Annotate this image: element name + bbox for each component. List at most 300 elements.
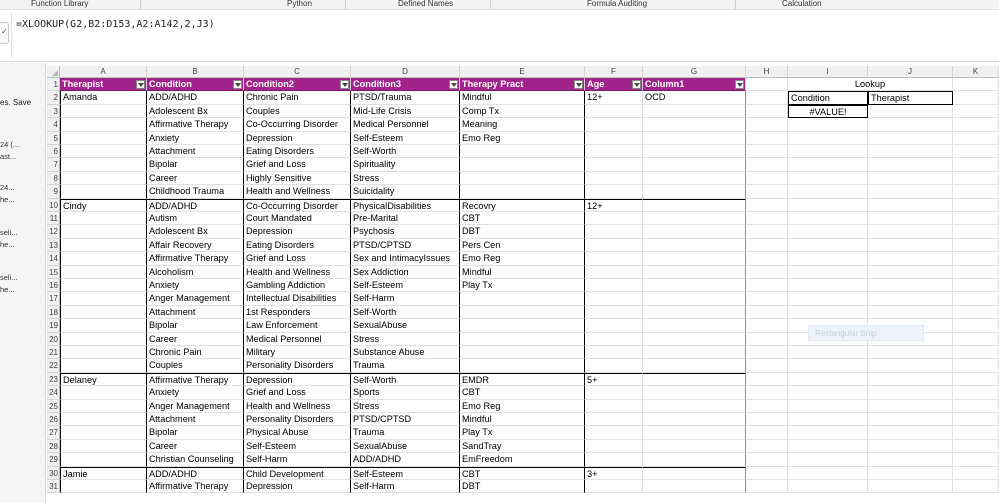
row-header[interactable]: 1 — [47, 78, 60, 91]
table-cell[interactable]: Substance Abuse — [351, 346, 460, 359]
cell[interactable] — [746, 292, 788, 305]
filter-dropdown-icon[interactable] — [632, 80, 641, 89]
row-header[interactable]: 30 — [47, 467, 60, 480]
table-cell[interactable]: CBT — [460, 212, 585, 225]
table-cell[interactable] — [60, 279, 147, 292]
table-cell[interactable]: Couples — [244, 105, 351, 118]
cell[interactable] — [746, 453, 788, 466]
table-header-cell[interactable]: Condition2 — [244, 78, 351, 91]
cell[interactable] — [868, 373, 953, 386]
table-cell[interactable] — [460, 185, 585, 198]
table-cell[interactable] — [60, 306, 147, 319]
table-cell[interactable] — [585, 212, 643, 225]
side-panel-item[interactable]: seli... — [0, 228, 18, 237]
cell[interactable] — [746, 386, 788, 399]
cell[interactable] — [953, 426, 999, 439]
cell[interactable] — [953, 105, 999, 118]
table-cell[interactable]: ADD/ADHD — [147, 199, 244, 212]
cell[interactable] — [953, 212, 999, 225]
cell[interactable] — [746, 132, 788, 145]
cell[interactable] — [953, 400, 999, 413]
table-cell[interactable] — [585, 279, 643, 292]
table-cell[interactable] — [643, 467, 746, 480]
table-cell[interactable] — [643, 426, 746, 439]
table-cell[interactable] — [585, 239, 643, 252]
table-cell[interactable] — [585, 480, 643, 493]
table-cell[interactable]: Depression — [244, 373, 351, 386]
table-cell[interactable] — [585, 400, 643, 413]
cell[interactable] — [746, 172, 788, 185]
table-cell[interactable]: Stress — [351, 400, 460, 413]
table-cell[interactable] — [460, 319, 585, 332]
table-cell[interactable] — [643, 279, 746, 292]
table-cell[interactable]: Emo Reg — [460, 132, 585, 145]
side-panel-item[interactable]: he... — [0, 195, 15, 204]
table-cell[interactable] — [585, 105, 643, 118]
row-header[interactable]: 20 — [47, 333, 60, 346]
table-cell[interactable]: Mindful — [460, 413, 585, 426]
cell[interactable] — [953, 292, 999, 305]
cell[interactable] — [746, 212, 788, 225]
cell[interactable] — [746, 91, 788, 104]
table-cell[interactable] — [585, 440, 643, 453]
cell[interactable] — [868, 413, 953, 426]
table-cell[interactable]: Childhood Trauma — [147, 185, 244, 198]
formula-input[interactable]: =XLOOKUP(G2,B2:D153,A2:A142,2,J3) — [16, 19, 215, 30]
table-header-cell[interactable]: Age — [585, 78, 643, 91]
table-cell[interactable]: ADD/ADHD — [147, 91, 244, 104]
cell[interactable] — [953, 132, 999, 145]
cell[interactable] — [746, 225, 788, 238]
column-header[interactable]: C — [244, 66, 351, 78]
cell[interactable] — [788, 480, 868, 493]
cell[interactable] — [788, 467, 868, 480]
table-cell[interactable] — [585, 453, 643, 466]
cell[interactable] — [953, 252, 999, 265]
table-cell[interactable] — [643, 400, 746, 413]
cell[interactable] — [868, 306, 953, 319]
table-cell[interactable] — [60, 105, 147, 118]
cell[interactable] — [953, 333, 999, 346]
cell[interactable] — [868, 279, 953, 292]
column-header[interactable]: I — [788, 66, 868, 78]
column-header[interactable]: A — [60, 66, 147, 78]
table-cell[interactable]: Stress — [351, 333, 460, 346]
table-cell[interactable] — [460, 292, 585, 305]
cell[interactable] — [746, 400, 788, 413]
table-header-cell[interactable]: Condition — [147, 78, 244, 91]
table-cell[interactable] — [585, 158, 643, 171]
cell[interactable] — [953, 172, 999, 185]
table-cell[interactable]: Psychosis — [351, 225, 460, 238]
table-cell[interactable] — [460, 359, 585, 372]
table-cell[interactable]: Health and Wellness — [244, 185, 351, 198]
cell[interactable] — [746, 199, 788, 212]
cell[interactable] — [746, 413, 788, 426]
row-header[interactable]: 10 — [47, 199, 60, 212]
table-cell[interactable]: Law Enforcement — [244, 319, 351, 332]
cell[interactable] — [868, 467, 953, 480]
table-cell[interactable] — [60, 333, 147, 346]
table-cell[interactable] — [60, 480, 147, 493]
table-cell[interactable] — [60, 185, 147, 198]
table-cell[interactable] — [60, 145, 147, 158]
table-cell[interactable]: Self-Worth — [351, 306, 460, 319]
row-header[interactable]: 11 — [47, 212, 60, 225]
row-header[interactable]: 19 — [47, 319, 60, 332]
cell[interactable] — [953, 266, 999, 279]
cell[interactable] — [788, 453, 868, 466]
cell[interactable] — [788, 199, 868, 212]
filter-dropdown-icon[interactable] — [233, 80, 242, 89]
column-header[interactable]: J — [868, 66, 953, 78]
row-header[interactable]: 28 — [47, 440, 60, 453]
cell[interactable] — [746, 467, 788, 480]
table-cell[interactable]: Cindy — [60, 199, 147, 212]
table-cell[interactable]: Grief and Loss — [244, 386, 351, 399]
cell[interactable] — [953, 373, 999, 386]
table-cell[interactable]: Career — [147, 172, 244, 185]
table-cell[interactable] — [60, 132, 147, 145]
table-cell[interactable]: Couples — [147, 359, 244, 372]
table-cell[interactable]: PhysicalDisabilities — [351, 199, 460, 212]
cell[interactable] — [953, 91, 999, 104]
table-cell[interactable]: Self-Esteem — [351, 279, 460, 292]
table-cell[interactable] — [585, 145, 643, 158]
table-cell[interactable] — [460, 306, 585, 319]
lookup-condition-label[interactable]: Condition — [788, 91, 868, 104]
row-header[interactable]: 6 — [47, 145, 60, 158]
side-panel-item[interactable]: ast... — [0, 152, 17, 161]
table-cell[interactable]: Self-Harm — [351, 480, 460, 493]
table-cell[interactable]: Emo Reg — [460, 400, 585, 413]
cell[interactable] — [788, 400, 868, 413]
cell[interactable] — [868, 440, 953, 453]
row-header[interactable]: 23 — [47, 373, 60, 386]
table-cell[interactable] — [643, 413, 746, 426]
side-panel-item[interactable]: 24... — [0, 183, 15, 192]
table-cell[interactable]: Career — [147, 333, 244, 346]
side-panel-item[interactable]: 24 (... — [0, 140, 20, 149]
cell[interactable] — [788, 172, 868, 185]
table-cell[interactable]: Grief and Loss — [244, 252, 351, 265]
table-cell[interactable]: Personality Disorders — [244, 413, 351, 426]
table-cell[interactable]: Chronic Pain — [147, 346, 244, 359]
table-cell[interactable]: CBT — [460, 386, 585, 399]
cell[interactable] — [788, 266, 868, 279]
table-cell[interactable] — [585, 359, 643, 372]
cell[interactable] — [788, 252, 868, 265]
table-cell[interactable]: Attachment — [147, 145, 244, 158]
row-header[interactable]: 12 — [47, 225, 60, 238]
cell[interactable] — [746, 346, 788, 359]
table-cell[interactable]: Self-Worth — [351, 145, 460, 158]
side-panel-item[interactable]: he... — [0, 285, 15, 294]
cell[interactable] — [868, 132, 953, 145]
row-header[interactable]: 13 — [47, 239, 60, 252]
cell[interactable] — [746, 333, 788, 346]
table-cell[interactable]: 12+ — [585, 199, 643, 212]
table-cell[interactable]: Sports — [351, 386, 460, 399]
table-cell[interactable]: Depression — [244, 225, 351, 238]
table-cell[interactable] — [643, 346, 746, 359]
table-cell[interactable] — [60, 386, 147, 399]
table-cell[interactable] — [643, 118, 746, 131]
table-cell[interactable] — [60, 440, 147, 453]
table-cell[interactable]: Eating Disorders — [244, 239, 351, 252]
cell[interactable] — [953, 185, 999, 198]
cell[interactable] — [746, 480, 788, 493]
cell[interactable] — [868, 359, 953, 372]
table-cell[interactable] — [643, 440, 746, 453]
table-cell[interactable]: Eating Disorders — [244, 145, 351, 158]
table-cell[interactable]: Self-Esteem — [351, 132, 460, 145]
table-cell[interactable] — [585, 172, 643, 185]
cell[interactable] — [868, 480, 953, 493]
cell[interactable] — [746, 359, 788, 372]
cell[interactable] — [953, 480, 999, 493]
cell[interactable] — [788, 145, 868, 158]
cell[interactable] — [868, 266, 953, 279]
table-cell[interactable] — [585, 118, 643, 131]
row-header[interactable]: 18 — [47, 306, 60, 319]
table-cell[interactable]: ADD/ADHD — [351, 453, 460, 466]
cell[interactable] — [746, 239, 788, 252]
cell[interactable] — [746, 252, 788, 265]
table-cell[interactable]: OCD — [643, 91, 746, 104]
table-cell[interactable]: DBT — [460, 480, 585, 493]
table-cell[interactable] — [60, 346, 147, 359]
cell[interactable] — [788, 158, 868, 171]
cell[interactable] — [868, 185, 953, 198]
table-cell[interactable]: Self-Esteem — [351, 467, 460, 480]
table-cell[interactable]: EmFreedom — [460, 453, 585, 466]
table-cell[interactable] — [643, 172, 746, 185]
table-cell[interactable]: Military — [244, 346, 351, 359]
table-cell[interactable] — [60, 319, 147, 332]
table-cell[interactable] — [643, 386, 746, 399]
column-header[interactable]: D — [351, 66, 460, 78]
formula-bar-toggle[interactable] — [0, 22, 9, 44]
table-cell[interactable] — [643, 239, 746, 252]
table-cell[interactable]: Suicidality — [351, 185, 460, 198]
cell[interactable] — [953, 225, 999, 238]
cell[interactable] — [788, 346, 868, 359]
table-cell[interactable] — [60, 413, 147, 426]
table-cell[interactable]: Chronic Pain — [244, 91, 351, 104]
cell[interactable] — [788, 118, 868, 131]
row-header[interactable]: 4 — [47, 118, 60, 131]
table-cell[interactable]: PTSD/Trauma — [351, 91, 460, 104]
cell[interactable] — [788, 440, 868, 453]
table-cell[interactable]: Career — [147, 440, 244, 453]
cell[interactable] — [788, 225, 868, 238]
side-panel-item[interactable]: he... — [0, 240, 15, 249]
table-cell[interactable]: Adolescent Bx — [147, 225, 244, 238]
table-cell[interactable] — [460, 346, 585, 359]
cell[interactable] — [953, 158, 999, 171]
row-header[interactable]: 17 — [47, 292, 60, 305]
cell[interactable] — [746, 426, 788, 439]
cell[interactable] — [953, 319, 999, 332]
row-header[interactable]: 29 — [47, 453, 60, 466]
table-cell[interactable]: Mid-Life Crisis — [351, 105, 460, 118]
cell[interactable] — [788, 292, 868, 305]
cell[interactable] — [788, 413, 868, 426]
table-cell[interactable]: Personality Disorders — [244, 359, 351, 372]
table-cell[interactable]: SandTray — [460, 440, 585, 453]
table-cell[interactable]: Physical Abuse — [244, 426, 351, 439]
table-cell[interactable]: 1st Responders — [244, 306, 351, 319]
table-cell[interactable] — [643, 105, 746, 118]
column-header[interactable]: B — [147, 66, 244, 78]
column-header[interactable]: G — [643, 66, 746, 78]
table-cell[interactable] — [643, 158, 746, 171]
table-cell[interactable]: ADD/ADHD — [147, 467, 244, 480]
cell[interactable] — [788, 212, 868, 225]
table-cell[interactable] — [643, 359, 746, 372]
table-cell[interactable]: Gambling Addiction — [244, 279, 351, 292]
row-header[interactable]: 7 — [47, 158, 60, 171]
row-header[interactable]: 5 — [47, 132, 60, 145]
side-panel-item[interactable]: seli... — [0, 273, 18, 282]
table-cell[interactable]: Self-Harm — [244, 453, 351, 466]
table-cell[interactable]: Affirmative Therapy — [147, 252, 244, 265]
table-cell[interactable]: Autism — [147, 212, 244, 225]
cell[interactable] — [746, 145, 788, 158]
table-cell[interactable] — [643, 212, 746, 225]
table-cell[interactable]: Recovry — [460, 199, 585, 212]
cell[interactable] — [788, 306, 868, 319]
table-cell[interactable]: Intellectual Disabilities — [244, 292, 351, 305]
table-cell[interactable] — [60, 426, 147, 439]
cell[interactable] — [953, 239, 999, 252]
table-header-cell[interactable]: Condition3 — [351, 78, 460, 91]
table-cell[interactable]: Health and Wellness — [244, 266, 351, 279]
table-cell[interactable]: Mindful — [460, 91, 585, 104]
table-cell[interactable]: Sex Addiction — [351, 266, 460, 279]
table-cell[interactable]: 3+ — [585, 467, 643, 480]
cell[interactable] — [746, 105, 788, 118]
cell[interactable] — [868, 145, 953, 158]
table-cell[interactable]: Spirituality — [351, 158, 460, 171]
table-cell[interactable]: Depression — [244, 132, 351, 145]
table-cell[interactable] — [585, 333, 643, 346]
table-cell[interactable] — [585, 132, 643, 145]
table-cell[interactable]: Affirmative Therapy — [147, 373, 244, 386]
table-cell[interactable]: Stress — [351, 172, 460, 185]
table-cell[interactable] — [60, 252, 147, 265]
cell[interactable] — [868, 172, 953, 185]
table-cell[interactable] — [460, 172, 585, 185]
table-cell[interactable] — [643, 185, 746, 198]
table-cell[interactable] — [60, 158, 147, 171]
table-cell[interactable]: Christian Counseling — [147, 453, 244, 466]
table-cell[interactable]: Co-Occurring Disorder — [244, 199, 351, 212]
table-cell[interactable] — [643, 132, 746, 145]
table-cell[interactable] — [60, 239, 147, 252]
table-cell[interactable]: PTSD/CPTSD — [351, 413, 460, 426]
table-cell[interactable]: Sex and IntimacyIssues — [351, 252, 460, 265]
table-cell[interactable]: Affirmative Therapy — [147, 480, 244, 493]
table-cell[interactable] — [585, 185, 643, 198]
table-cell[interactable] — [60, 359, 147, 372]
cell[interactable] — [788, 386, 868, 399]
cell[interactable] — [953, 386, 999, 399]
cell[interactable] — [868, 292, 953, 305]
cell[interactable] — [868, 252, 953, 265]
table-cell[interactable] — [643, 199, 746, 212]
table-cell[interactable]: Mindful — [460, 266, 585, 279]
table-cell[interactable] — [60, 400, 147, 413]
cell[interactable] — [953, 199, 999, 212]
table-cell[interactable]: Anger Management — [147, 292, 244, 305]
row-header[interactable]: 31 — [47, 480, 60, 493]
cell[interactable] — [868, 212, 953, 225]
column-header[interactable]: K — [953, 66, 999, 78]
table-cell[interactable]: Comp Tx — [460, 105, 585, 118]
table-header-cell[interactable]: Column1 — [643, 78, 746, 91]
table-cell[interactable]: Health and Wellness — [244, 400, 351, 413]
cell[interactable] — [868, 199, 953, 212]
cell[interactable] — [953, 453, 999, 466]
cell[interactable] — [746, 158, 788, 171]
cell[interactable] — [868, 105, 953, 118]
table-cell[interactable] — [643, 266, 746, 279]
table-cell[interactable]: Depression — [244, 480, 351, 493]
cell[interactable] — [868, 239, 953, 252]
cell[interactable] — [953, 467, 999, 480]
cell[interactable] — [868, 426, 953, 439]
table-cell[interactable]: SexualAbuse — [351, 319, 460, 332]
row-header[interactable]: 15 — [47, 266, 60, 279]
cell[interactable] — [868, 158, 953, 171]
table-cell[interactable] — [585, 319, 643, 332]
cell[interactable] — [953, 78, 999, 91]
table-cell[interactable]: Play Tx — [460, 279, 585, 292]
row-header[interactable]: 25 — [47, 400, 60, 413]
table-cell[interactable]: Trauma — [351, 426, 460, 439]
table-cell[interactable]: Court Mandated — [244, 212, 351, 225]
table-cell[interactable] — [585, 386, 643, 399]
cell[interactable] — [746, 185, 788, 198]
cell[interactable] — [868, 400, 953, 413]
row-header[interactable]: 24 — [47, 386, 60, 399]
filter-dropdown-icon[interactable] — [574, 80, 583, 89]
table-cell[interactable]: Bipolar — [147, 319, 244, 332]
filter-dropdown-icon[interactable] — [449, 80, 458, 89]
table-cell[interactable] — [585, 426, 643, 439]
cell[interactable] — [953, 145, 999, 158]
row-header[interactable]: 9 — [47, 185, 60, 198]
table-cell[interactable] — [585, 346, 643, 359]
table-cell[interactable]: Co-Occurring Disorder — [244, 118, 351, 131]
table-cell[interactable]: 12+ — [585, 91, 643, 104]
table-cell[interactable]: Emo Reg — [460, 252, 585, 265]
table-cell[interactable]: Child Development — [244, 467, 351, 480]
column-header[interactable]: H — [746, 66, 788, 78]
table-cell[interactable]: Medical Personnel — [244, 333, 351, 346]
cell[interactable] — [953, 306, 999, 319]
cell[interactable] — [746, 118, 788, 131]
filter-dropdown-icon[interactable] — [340, 80, 349, 89]
cell[interactable] — [953, 440, 999, 453]
filter-dropdown-icon[interactable] — [735, 80, 744, 89]
cell[interactable] — [868, 118, 953, 131]
table-cell[interactable]: Affair Recovery — [147, 239, 244, 252]
table-cell[interactable] — [60, 292, 147, 305]
cell[interactable] — [953, 413, 999, 426]
